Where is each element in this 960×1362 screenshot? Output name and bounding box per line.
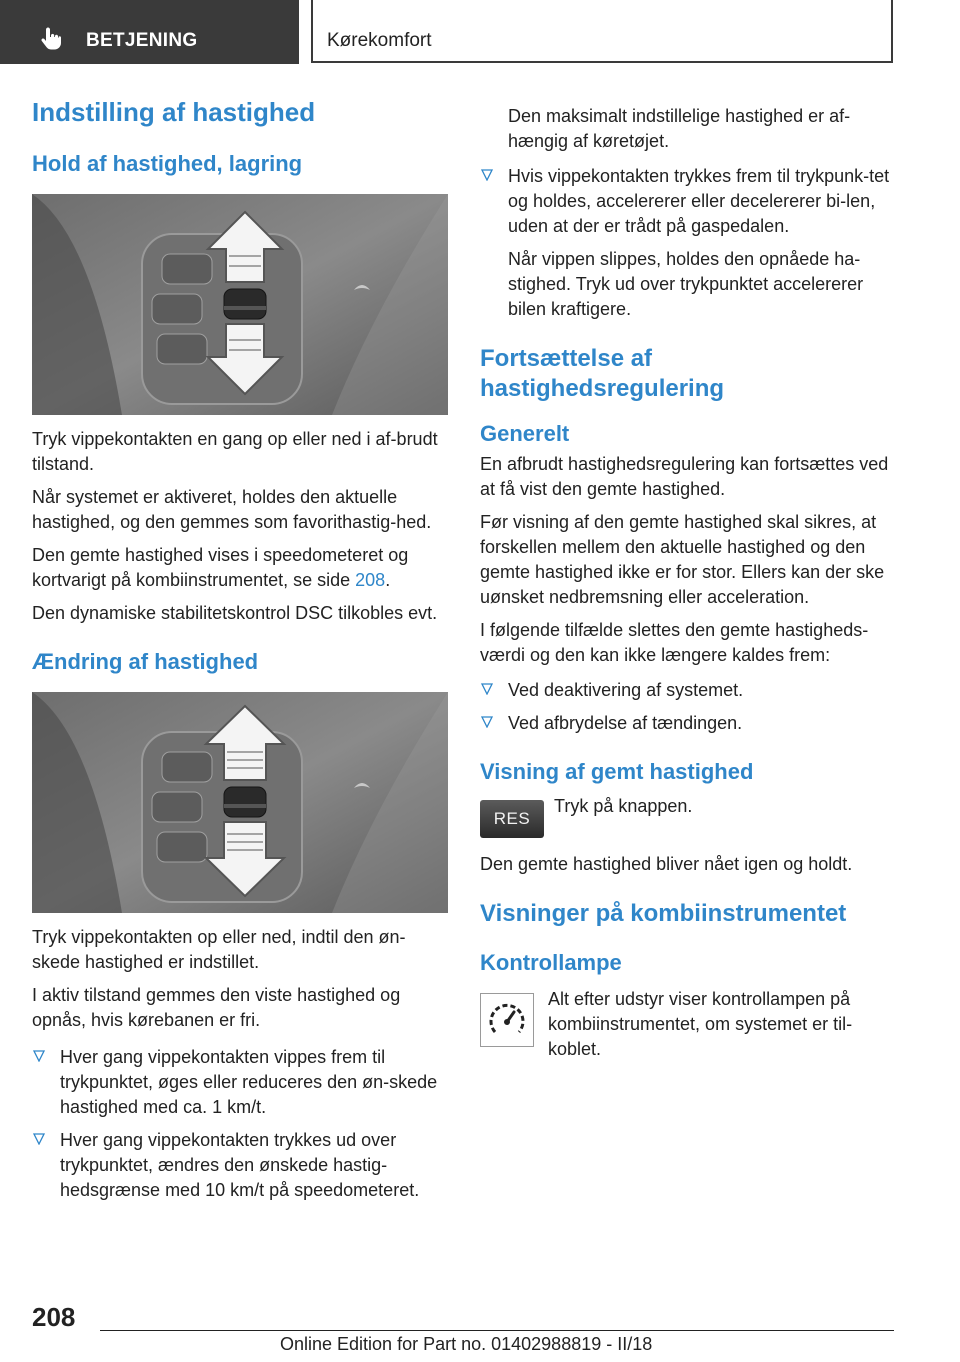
paragraph: I aktiv tilstand gemmes den viste hastighed og opnås, hvis kørebanen er fri.: [32, 985, 401, 1030]
chapter-label: BETJENING: [86, 30, 198, 51]
hand-pointer-icon: [40, 26, 62, 50]
paragraph: Den dynamiske stabilitetskontrol DSC tilkobles evt.: [32, 603, 438, 623]
page-number: 208: [32, 1302, 76, 1332]
indicator-row: [480, 987, 896, 1063]
res-button-icon: RES: [480, 800, 544, 838]
paragraph: I følgende tilfælde slettes den gemte hastigheds-værdi og den kan ikke længere kaldes frem:: [480, 620, 869, 665]
paragraph: Tryk vippekontakten en gang op eller ned i af-brudt tilstand.: [32, 429, 438, 474]
page-ref-link[interactable]: 208: [355, 570, 386, 590]
chapter-tab: [0, 0, 299, 64]
subheading-generelt: Generelt: [480, 421, 570, 446]
footer-divider: [100, 1330, 894, 1331]
bullet-list: [480, 164, 896, 239]
res-row: [480, 794, 896, 838]
indicator-description: Alt efter udstyr viser kontrollampen på kombiinstrumentet, om systemet er til-koblet.: [548, 989, 853, 1059]
paragraph: Tryk vippekontakten op eller ned, indtil den øn-skede hastighed er indstillet.: [32, 927, 406, 972]
left-column: [32, 96, 450, 1211]
paragraph: En afbrudt hastighedsregulering kan fortsættes ved at få vist den gemte hastighed.: [480, 454, 889, 499]
triangle-bullet-icon: [481, 683, 493, 695]
edition-note: Online Edition for Part no. 01402988819 - II/18: [280, 1334, 653, 1354]
list-item: Ved deaktivering af systemet.: [480, 678, 896, 703]
bullet-list: [480, 678, 896, 736]
heading-fortsaettelse: Fortsættelse af hastighedsregulering: [480, 345, 725, 402]
subheading-change: Ændring af hastighed: [32, 649, 259, 674]
paragraph-indented: Når vippen slippes, holdes den opnåede ha-stighed. Tryk ud over trykpunktet accelererer bilen kraftigere.: [508, 249, 864, 319]
res-instruction: Tryk på knappen.: [554, 796, 693, 816]
right-column: [480, 104, 896, 1063]
triangle-bullet-icon: [481, 716, 493, 728]
subheading-visning: Visning af gemt hastighed: [480, 759, 754, 784]
paragraph-continued: Den maksimalt indstillelige hastighed er af-hængig af køretøjet.: [508, 106, 851, 151]
page-title: Indstilling af hastighed: [32, 97, 316, 127]
steering-wheel-switch-photo-1: [32, 194, 448, 415]
paragraph: Før visning af den gemte hastighed skal sikres, at forskellen mellem den aktuelle hastighed og den gemte hastighed ikke er for stor. Ellers kan der ske uønsket nedbremsning eller acceleration.: [480, 512, 885, 607]
subheading-kontrollampe: Kontrollampe: [480, 950, 622, 975]
list-item: Ved afbrydelse af tændingen.: [480, 711, 896, 736]
list-item: Hvis vippekontakten trykkes frem til trykpunk-tet og holdes, accelererer eller decelererer bi-len, uden at der er trådt på gaspedalen.: [480, 164, 896, 239]
triangle-bullet-icon: [33, 1133, 45, 1145]
section-header: [311, 0, 893, 63]
bullet-list: [32, 1045, 450, 1203]
triangle-bullet-icon: [481, 169, 493, 181]
triangle-bullet-icon: [33, 1050, 45, 1062]
list-item: Hver gang vippekontakten trykkes ud over trykpunktet, ændres den ønskede hastig-hedsgrænse med 10 km/t på speedometeret.: [32, 1128, 450, 1203]
speedometer-indicator-icon: [480, 993, 534, 1047]
paragraph: Den gemte hastighed bliver nået igen og holdt.: [480, 854, 853, 874]
subheading-hold: Hold af hastighed, lagring: [32, 151, 303, 176]
heading-visninger: Visninger på kombiinstrumentet: [480, 900, 847, 927]
steering-wheel-switch-photo-2: [32, 692, 448, 913]
list-item: Hver gang vippekontakten vippes frem til trykpunktet, øges eller reduceres den øn-skede hastighed med ca. 1 km/t.: [32, 1045, 450, 1120]
paragraph-with-link: Den gemte hastighed vises i speedometeret og kortvarigt på kombiinstrumentet, se side 208.: [32, 545, 409, 590]
section-label: Kørekomfort: [327, 30, 432, 51]
paragraph: Når systemet er aktiveret, holdes den aktuelle hastighed, og den gemmes som favorithastig-hed.: [32, 487, 432, 532]
